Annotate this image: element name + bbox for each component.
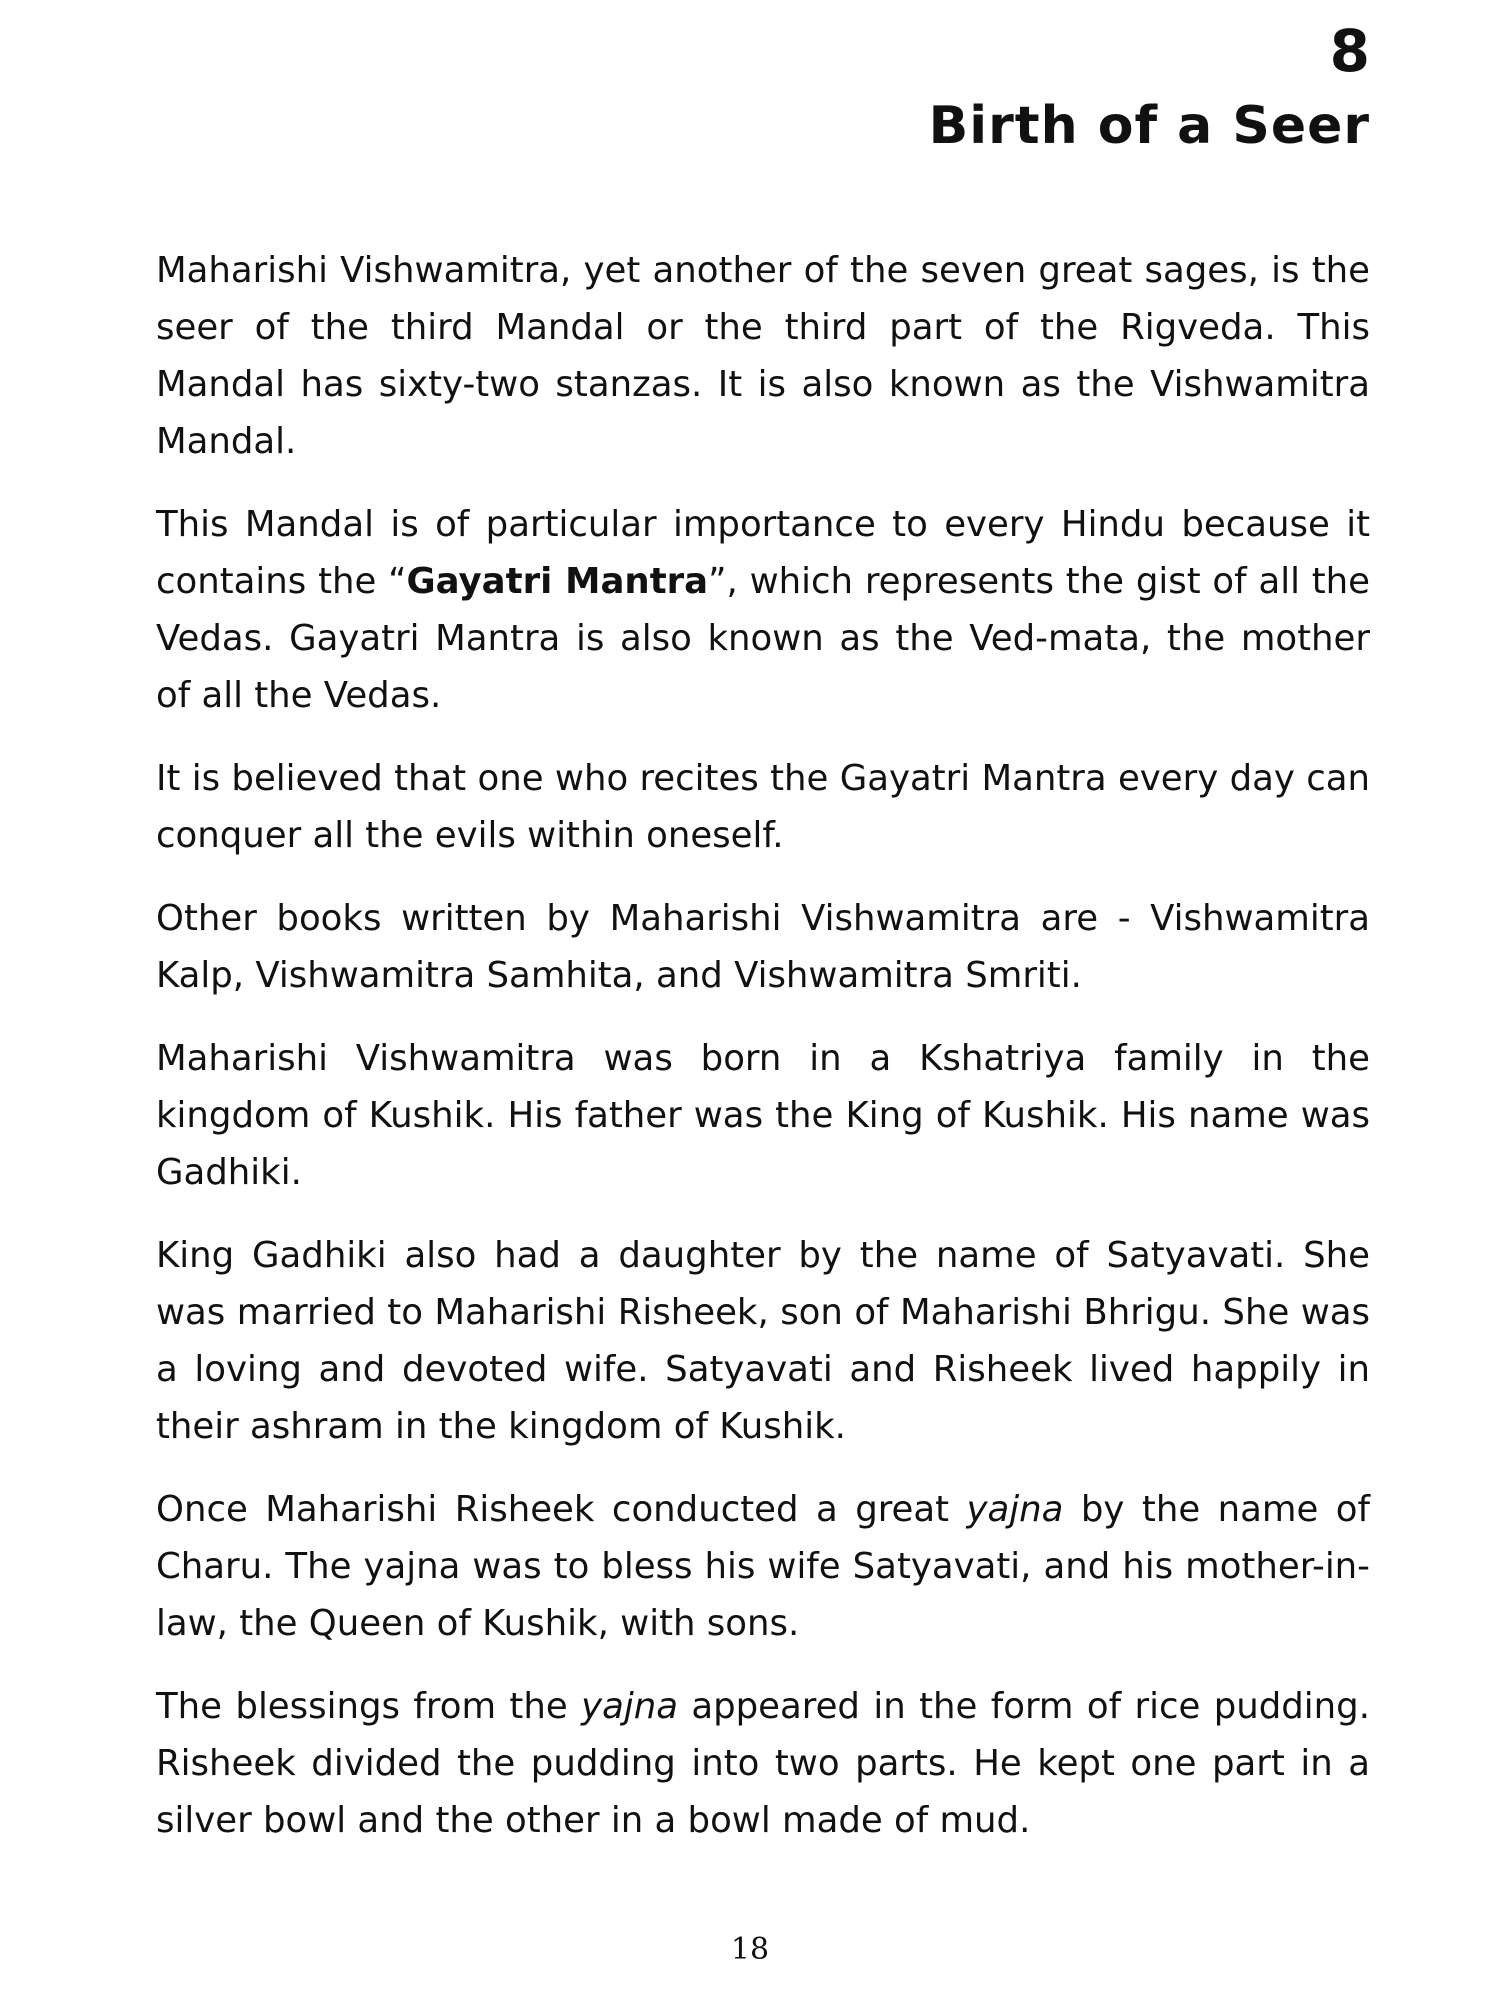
paragraph-7-text-end: by the name of Charu. The yajna was to bless his wife Satyavati, and his mother-in-law, the Queen of Kushik, with sons. bbox=[156, 1489, 1370, 1644]
paragraph-2-text-start: This Mandal is of particular importance to every Hindu because it contains the “ bbox=[156, 504, 1370, 602]
yajna-term: yajna bbox=[966, 1489, 1064, 1530]
yajna-term: yajna bbox=[581, 1686, 678, 1727]
paragraph-8-text-end: appeared in the form of rice pudding. Risheek divided the pudding into two parts. He kept one part in a silver bowl and the other in a bowl made of mud. bbox=[156, 1686, 1370, 1841]
page-number: 18 bbox=[730, 1932, 770, 1967]
chapter-title: Birth of a Seer bbox=[928, 96, 1370, 156]
paragraph-3: It is believed that one who recites the Gayatri Mantra every day can conquer all the evils within oneself. bbox=[156, 758, 1370, 856]
paragraph-2-text-end: ”, which represents the gist of all the Vedas. Gayatri Mantra is also known as the Ved-mata, the mother of all the Vedas. bbox=[156, 561, 1370, 716]
paragraph-8 bbox=[156, 1678, 1370, 1849]
gayatri-mantra-emphasis: Gayatri Mantra bbox=[406, 561, 709, 602]
paragraph-7 bbox=[156, 1481, 1370, 1652]
paragraph-2 bbox=[156, 496, 1370, 724]
chapter-body bbox=[156, 242, 1370, 1875]
paragraph-5: Maharishi Vishwamitra was born in a Kshatriya family in the kingdom of Kushik. His father was the King of Kushik. His name was Gadhiki. bbox=[156, 1038, 1370, 1193]
paragraph-6: King Gadhiki also had a daughter by the name of Satyavati. She was married to Maharishi Risheek, son of Maharishi Bhrigu. She was a loving and devoted wife. Satyavati and Risheek lived happily in their ashram in the kingdom of Kushik. bbox=[156, 1235, 1370, 1447]
paragraph-7-text-start: Once Maharishi Risheek conducted a great bbox=[156, 1489, 967, 1530]
paragraph-4: Other books written by Maharishi Vishwamitra are - Vishwamitra Kalp, Vishwamitra Samhita, and Vishwamitra Smriti. bbox=[156, 898, 1370, 996]
paragraph-1: Maharishi Vishwamitra, yet another of the seven great sages, is the seer of the third Mandal or the third part of the Rigveda. This Mandal has sixty-two stanzas. It is also known as the Vishwamitra Mandal. bbox=[156, 250, 1370, 462]
paragraph-8-text-start: The blessings from the bbox=[156, 1686, 582, 1727]
chapter-number: 8 bbox=[1329, 17, 1370, 85]
